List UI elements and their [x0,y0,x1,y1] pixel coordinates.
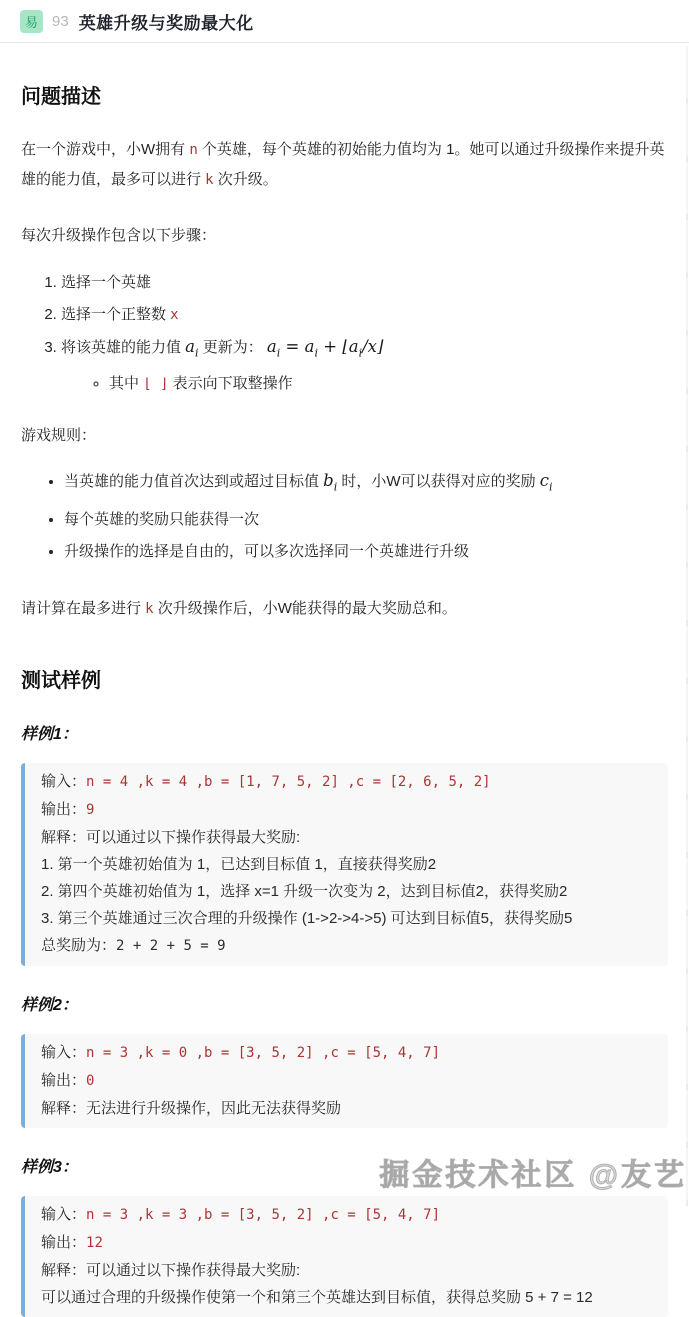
code-line: 输入：n = 4 ,k = 4 ,b = [1, 7, 5, 2] ,c = [2, 6, 5, 2] [41,772,491,790]
rule-item: • 升级操作的选择是自由的，可以多次选择同一个英雄进行升级 [64,536,668,568]
math-text: $c_i$ [539,471,553,494]
inline-code: n = 4 ,k = 4 ,b = [1, 7, 5, 2] ,c = [2, 6, 5, 2] [86,773,491,790]
code-line: 解释：无法进行升级操作，因此无法获得奖励 [41,1099,342,1117]
problem-body [0,80,689,1317]
inline-code: 9 [86,801,95,818]
inline-code: n = 3 ,k = 3 ,b = [3, 5, 2] ,c = [5, 4, 7] [86,1206,441,1223]
math-text: $a_i$ [304,337,318,360]
sample-3-code-block [21,1196,668,1317]
math-text: $a_i$ [348,337,363,360]
floor-note-list [61,369,668,399]
sample-2-label: 样例2： [21,996,78,1014]
sample-3-label: 样例3： [21,1158,78,1176]
sample-1-label: 样例1： [21,725,78,743]
math-text: $b_i$ [323,471,338,494]
code-line: 3. 第三个英雄通过三次合理的升级操作 (1->2->4->5) 可达到目标值5，获得奖励5 [41,909,573,927]
code-line: 可以通过合理的升级操作使第一个和第三个英雄达到目标值，获得总奖励 5 + 7 = 12 [41,1288,593,1306]
code-line: 总奖励为：2 + 2 + 5 = 9 [41,936,226,954]
upgrade-steps-intro: 每次升级操作包含以下步骤： [21,227,217,244]
section-heading-samples: 测试样例 [21,669,101,692]
math-text: $a_i$ [185,337,199,360]
sample-1-code-block [21,763,668,966]
inline-code: ⌊ ⌋ [143,376,169,393]
code-line: 输出：0 [41,1071,95,1089]
rule-item: • 每个英雄的奖励只能获得一次 [64,504,668,536]
code-line: 输出：12 [41,1233,103,1251]
problem-header [0,0,689,43]
sample-2-code-block [21,1034,668,1128]
site-watermark: 掘金技术社区 @友艺 [379,1159,687,1192]
mono-text: 2 + 2 + 5 = 9 [116,937,226,954]
game-rules-intro: 游戏规则： [21,427,97,445]
step-item: 3. 将该英雄的能力值 $a_i$ 更新为： $a_i = a_i$ + $⌊a_i/x⌋$ ◦ 其中 ⌊ ⌋ 表示向下取整操作 [61,331,668,399]
inline-code: k [205,172,214,188]
difficulty-badge: 易 [20,10,43,33]
code-line: 输入：n = 3 ,k = 3 ,b = [3, 5, 2] ,c = [5, 4, 7] [41,1205,441,1223]
upgrade-steps-list [21,267,668,399]
problem-intro: 在一个游戏中，小W拥有 n 个英雄，每个英雄的初始能力值均为 1。她可以通过升级操作来提升英雄的能力值，最多可以进行 k 次升级。 [21,141,665,188]
inline-code: 12 [86,1234,103,1251]
scrollbar-track[interactable] [686,46,688,1206]
code-line: 输入：n = 3 ,k = 0 ,b = [3, 5, 2] ,c = [5, 4, 7] [41,1043,441,1061]
code-line: 2. 第四个英雄初始值为 1，选择 x=1 升级一次变为 2，达到目标值2，获得奖励2 [41,882,568,900]
problem-number: 93 [52,12,69,30]
inline-code: k [145,600,154,617]
rule-item: • 当英雄的能力值首次达到或超过目标值 $b_i$ 时，小W可以获得对应的奖励 $c_i$ [64,465,668,503]
step-item: 1. 选择一个英雄 [61,267,668,299]
code-line: 输出：9 [41,800,95,818]
math-text: + ⌊ [317,337,349,356]
floor-note: ◦ 其中 ⌊ ⌋ 表示向下取整操作 [109,369,668,399]
inline-code: 0 [86,1072,95,1089]
problem-title: 英雄升级与奖励最大化 [78,13,254,33]
step-item: 2. 选择一个正整数 x [61,299,668,331]
inline-code: n [189,142,198,158]
math-text: $a_i$ [266,337,281,360]
inline-code: n = 3 ,k = 0 ,b = [3, 5, 2] ,c = [5, 4, 7] [86,1044,441,1061]
code-line: 1. 第一个英雄初始值为 1，已达到目标值 1，直接获得奖励2 [41,855,437,873]
code-line: 解释：可以通过以下操作获得最大奖励: [41,1261,301,1279]
question-paragraph: 请计算在最多进行 k 次升级操作后，小W能获得的最大奖励总和。 [21,599,457,617]
math-text: /x⌋ [362,337,384,356]
inline-code: x [170,307,179,323]
code-line: 解释：可以通过以下操作获得最大奖励: [41,828,301,846]
section-heading-problem: 问题描述 [21,86,101,108]
math-text: = [280,337,305,356]
game-rules-list [21,465,668,567]
